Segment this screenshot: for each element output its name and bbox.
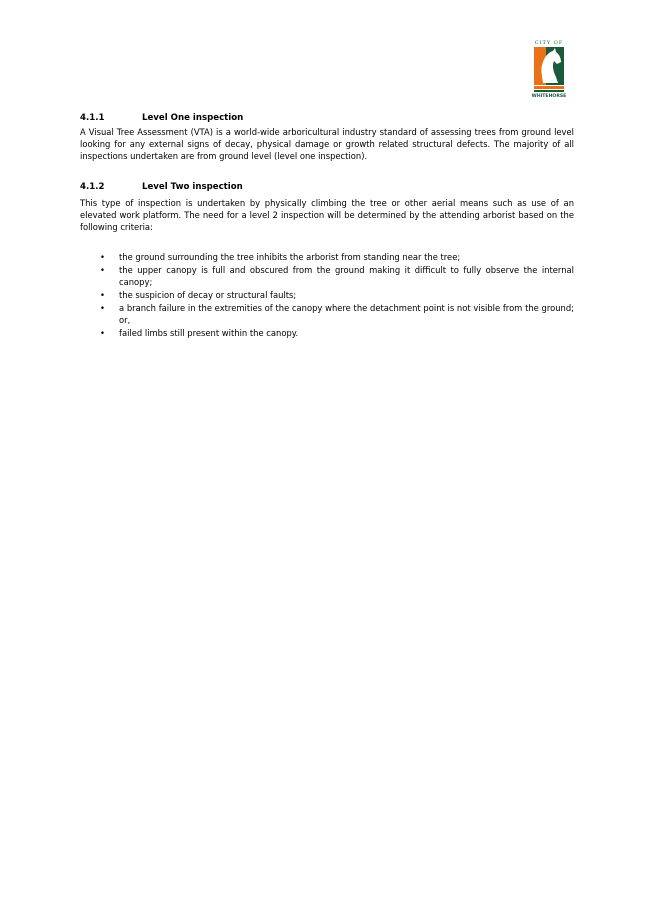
section-title: Level One inspection xyxy=(142,113,244,123)
list-item: • the upper canopy is full and obscured from the ground making it difficult to fully observe the internal canopy; xyxy=(100,265,574,287)
bullet-icon: • xyxy=(100,252,105,262)
section-number: 4.1.2 xyxy=(80,182,105,192)
bullet-icon: • xyxy=(100,303,105,314)
logo-green-band xyxy=(534,90,564,92)
list-item: • failed limbs still present within the canopy. xyxy=(100,328,299,339)
list-item: • the suspicion of decay or structural faults; xyxy=(100,290,297,301)
bullet-icon: • xyxy=(100,328,105,339)
logo-orange-band xyxy=(534,86,564,89)
list-item: • the ground surrounding the tree inhibits the arborist from standing near the tree; xyxy=(100,252,461,262)
section-heading-4-1-1 xyxy=(80,113,243,123)
bullet-icon: • xyxy=(100,265,105,276)
list-item: • a branch failure in the extremities of the canopy where the detachment point is not visible from the ground; or, xyxy=(100,303,574,326)
bullet-icon: • xyxy=(100,290,105,301)
logo-top-text: CITY OF xyxy=(534,40,564,46)
section-body-4-1-1: A Visual Tree Assessment (VTA) is a world-wide arboricultural industry standard of assessing trees from ground level looking for any external signs of decay, physical damage or growth related structural defects. The majority of all inspections undertaken are from ground level (level one inspection). xyxy=(80,127,574,161)
criteria-list xyxy=(80,252,574,342)
city-of-whitehorse-logo xyxy=(530,40,568,100)
section-body-4-1-2: This type of inspection is undertaken by physically climbing the tree or other aerial means such as use of an elevated work platform. The need for a level 2 inspection will be determined by the attending arborist based on the following criteria: xyxy=(80,198,574,232)
section-number: 4.1.1 xyxy=(80,113,105,123)
horse-head-icon xyxy=(534,47,564,85)
section-title: Level Two inspection xyxy=(142,182,243,192)
logo-bottom-text: WHITEHORSE xyxy=(531,94,567,99)
section-heading-4-1-2 xyxy=(80,182,243,192)
